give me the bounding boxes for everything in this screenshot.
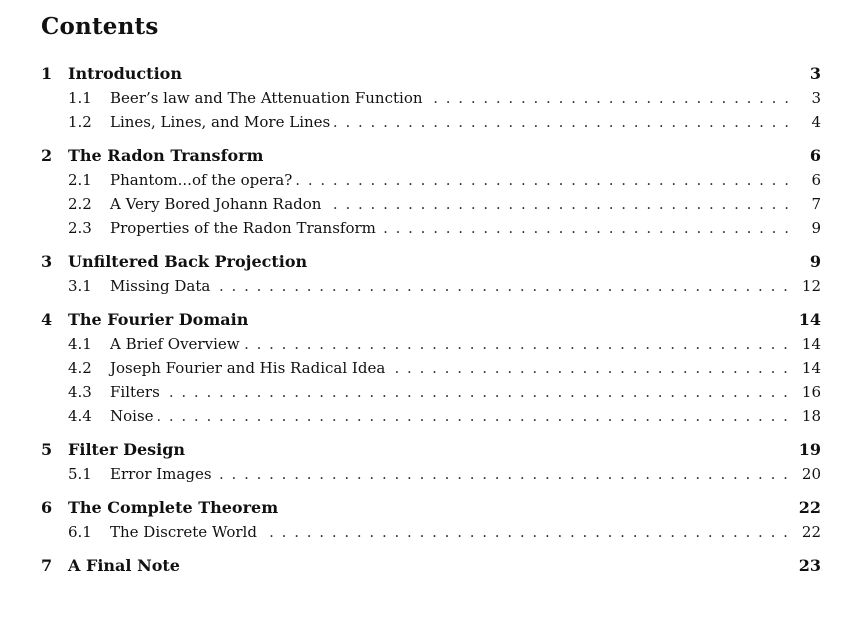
- subsection-list: [41, 332, 821, 428]
- subsection-title: Filters: [110, 383, 160, 401]
- dot-leader: [380, 216, 803, 240]
- subsection-page-number: 18: [801, 407, 821, 425]
- subsection-list: [41, 86, 821, 134]
- toc-subsection-entry[interactable]: [41, 86, 821, 110]
- subsection-title: Missing Data: [110, 277, 211, 295]
- toc-subsection-entry[interactable]: [41, 404, 821, 428]
- subsection-page-number: 14: [801, 335, 821, 353]
- subsection-number: 2.3: [68, 219, 92, 237]
- subsection-number: 6.1: [68, 523, 92, 541]
- toc-section-entry[interactable]: [41, 554, 821, 578]
- toc-subsection-entry[interactable]: [41, 520, 821, 544]
- subsection-number: 1.2: [68, 113, 92, 131]
- toc-section-entry[interactable]: [41, 308, 821, 332]
- section-number: 4: [41, 310, 53, 329]
- section-title: The Complete Theorem: [68, 498, 279, 517]
- section-page-number: 22: [798, 498, 821, 517]
- subsection-title: The Discrete World: [110, 523, 257, 541]
- subsection-page-number: 9: [811, 219, 821, 237]
- page-title: Contents: [41, 13, 159, 40]
- subsection-list: [41, 520, 821, 544]
- toc-section: [41, 554, 821, 578]
- subsection-title: Error Images: [110, 465, 212, 483]
- subsection-page-number: 3: [811, 89, 821, 107]
- subsection-number: 4.4: [68, 407, 92, 425]
- section-title: A Final Note: [68, 556, 180, 575]
- toc-section: [41, 250, 821, 298]
- subsection-title: Noise: [110, 407, 154, 425]
- subsection-page-number: 20: [801, 465, 821, 483]
- subsection-title: Joseph Fourier and His Radical Idea: [110, 359, 386, 377]
- toc-section-entry[interactable]: [41, 496, 821, 520]
- section-page-number: 3: [809, 64, 821, 83]
- toc-subsection-entry[interactable]: [41, 192, 821, 216]
- toc-subsection-entry[interactable]: [41, 332, 821, 356]
- dot-leader: [334, 110, 803, 134]
- subsection-number: 4.2: [68, 359, 92, 377]
- toc-section: [41, 438, 821, 486]
- toc-subsection-entry[interactable]: [41, 216, 821, 240]
- subsection-title: Beer’s law and The Attenuation Function: [110, 89, 423, 107]
- toc-section-entry[interactable]: [41, 62, 821, 86]
- subsection-page-number: 4: [811, 113, 821, 131]
- subsection-number: 2.1: [68, 171, 92, 189]
- toc-section: [41, 496, 821, 544]
- subsection-page-number: 14: [801, 359, 821, 377]
- section-page-number: 14: [798, 310, 821, 329]
- dot-leader: [427, 86, 803, 110]
- subsection-page-number: 16: [801, 383, 821, 401]
- toc-section-entry[interactable]: [41, 250, 821, 274]
- section-title: Filter Design: [68, 440, 186, 459]
- dot-leader: [158, 404, 802, 428]
- section-page-number: 19: [798, 440, 821, 459]
- toc-subsection-entry[interactable]: [41, 110, 821, 134]
- subsection-title: A Very Bored Johann Radon: [110, 195, 322, 213]
- subsection-number: 4.3: [68, 383, 92, 401]
- section-title: The Fourier Domain: [68, 310, 249, 329]
- dot-leader: [244, 332, 802, 356]
- subsection-page-number: 6: [811, 171, 821, 189]
- toc-subsection-entry[interactable]: [41, 380, 821, 404]
- section-title: Unfiltered Back Projection: [68, 252, 308, 271]
- subsection-page-number: 22: [801, 523, 821, 541]
- section-number: 5: [41, 440, 53, 459]
- section-page-number: 23: [798, 556, 821, 575]
- subsection-number: 3.1: [68, 277, 92, 295]
- subsection-number: 5.1: [68, 465, 92, 483]
- subsection-title: Phantom...of the opera?: [110, 171, 293, 189]
- section-number: 6: [41, 498, 53, 517]
- section-number: 2: [41, 146, 53, 165]
- subsection-title: Properties of the Radon Transform: [110, 219, 376, 237]
- dot-leader: [261, 520, 802, 544]
- subsection-page-number: 7: [811, 195, 821, 213]
- subsection-list: [41, 462, 821, 486]
- dot-leader: [325, 192, 803, 216]
- subsection-page-number: 12: [801, 277, 821, 295]
- section-title: The Radon Transform: [68, 146, 264, 165]
- toc-section: [41, 144, 821, 240]
- section-number: 1: [41, 64, 53, 83]
- toc-subsection-entry[interactable]: [41, 168, 821, 192]
- section-title: Introduction: [68, 64, 182, 83]
- section-page-number: 6: [809, 146, 821, 165]
- subsection-list: [41, 274, 821, 298]
- subsection-list: [41, 168, 821, 240]
- subsection-title: Lines, Lines, and More Lines: [110, 113, 331, 131]
- dot-leader: [389, 356, 802, 380]
- subsection-number: 1.1: [68, 89, 92, 107]
- section-number: 3: [41, 252, 53, 271]
- dot-leader: [214, 274, 802, 298]
- section-page-number: 9: [809, 252, 821, 271]
- toc-subsection-entry[interactable]: [41, 274, 821, 298]
- subsection-number: 2.2: [68, 195, 92, 213]
- dot-leader: [164, 380, 802, 404]
- toc-list: [41, 62, 821, 578]
- toc-subsection-entry[interactable]: [41, 356, 821, 380]
- dot-leader: [216, 462, 802, 486]
- toc-section: [41, 308, 821, 428]
- dot-leader: [296, 168, 803, 192]
- subsection-number: 4.1: [68, 335, 92, 353]
- toc-section-entry[interactable]: [41, 144, 821, 168]
- toc-subsection-entry[interactable]: [41, 462, 821, 486]
- subsection-title: A Brief Overview: [110, 335, 240, 353]
- toc-section: [41, 62, 821, 134]
- toc-section-entry[interactable]: [41, 438, 821, 462]
- section-number: 7: [41, 556, 53, 575]
